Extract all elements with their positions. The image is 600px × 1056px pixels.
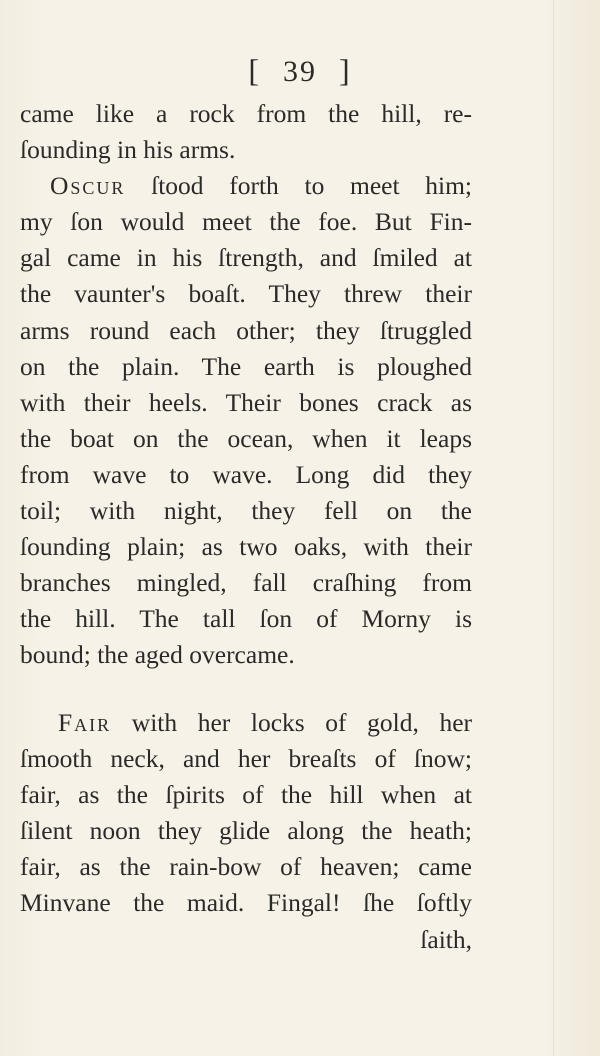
text-line: ſounding in his arms. <box>20 135 236 165</box>
text-line: fair, as the rain-bow of heaven; came <box>20 852 472 882</box>
bracket-open: [ <box>248 52 261 88</box>
text-line: ſounding plain; as two oaks, with their <box>20 532 472 562</box>
page-number: 39 <box>283 55 317 88</box>
text-line: ſilent noon they glide along the heath; <box>20 816 472 846</box>
text-line: bound; the aged overcame. <box>20 640 295 670</box>
paragraph-1 <box>20 96 472 674</box>
text-line: branches mingled, fall craſhing from <box>20 568 472 598</box>
text-line: fair, as the ſpirits of the hill when at <box>20 780 472 810</box>
text-line: with their heels. Their bones crack as <box>20 387 472 417</box>
paragraph-lead-word: Oscur <box>50 171 126 201</box>
text-line: came like a rock from the hill, re- <box>20 99 472 128</box>
text-line: the hill. The tall ſon of Morny is <box>20 604 472 634</box>
catchword-line: ſaith, <box>420 924 472 954</box>
text-line: toil; with night, they fell on the <box>20 496 472 526</box>
text-line: ſmooth neck, and her breaſts of ſnow; <box>20 744 472 774</box>
bracket-close: ] <box>339 52 352 88</box>
text-line: from wave to wave. Long did they <box>20 459 472 489</box>
page-edge <box>553 0 554 1056</box>
text-line: Minvane the maid. Fingal! ſhe ſoftly <box>20 888 472 918</box>
page-header <box>0 52 600 89</box>
text-line: gal came in his ſtrength, and ſmiled at <box>20 243 472 273</box>
text-line: Oscur ſtood forth to meet him; <box>50 171 472 201</box>
paragraph-lead-word: Fair <box>58 708 112 737</box>
text-line: the boat on the ocean, when it leaps <box>20 423 472 453</box>
text-line: arms round each other; they ſtruggled <box>20 315 472 345</box>
text-line: on the plain. The earth is ploughed <box>20 351 472 381</box>
text-line: my ſon would meet the foe. But Fin- <box>20 207 472 237</box>
text-line: Fair with her locks of gold, her <box>58 708 472 737</box>
paragraph-3 <box>20 705 472 958</box>
text-line: the vaunter's boaſt. They threw their <box>20 279 472 309</box>
